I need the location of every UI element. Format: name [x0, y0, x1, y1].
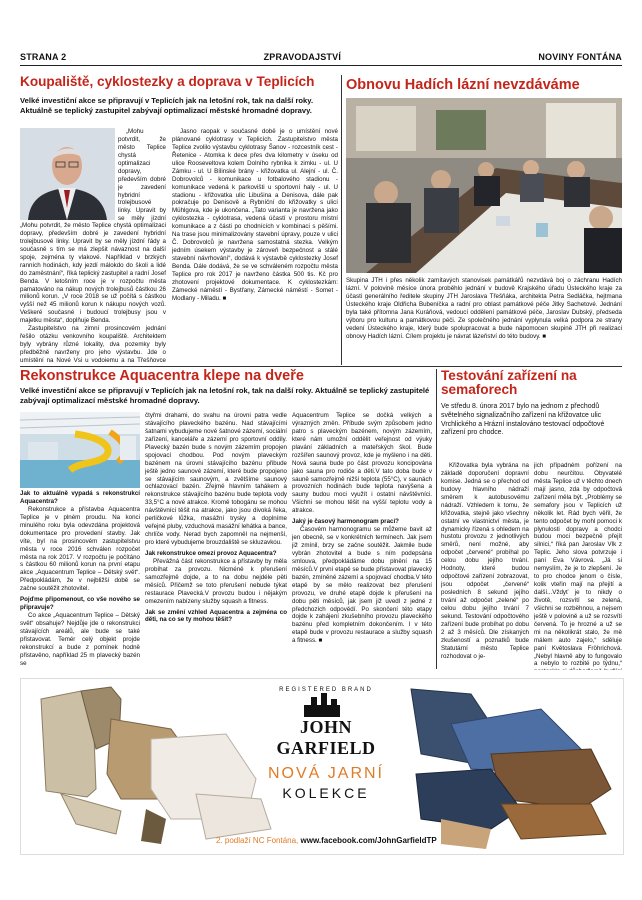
article-3-lead: Velké investiční akce se připravují v Teplicích jak na letošní rok, tak na další roky. Aktuálně se teplický zastupitelé zabývají optimalizací městské hromadné dopravy.	[20, 386, 430, 405]
article-3-col3	[292, 412, 432, 670]
page-header	[20, 50, 622, 64]
article-3-col2	[145, 412, 287, 670]
meeting-photo	[346, 98, 622, 273]
portrait-photo	[20, 128, 115, 220]
brand-block	[256, 687, 396, 801]
article-2-title: Obnovu Hadích lázní nevzdáváme	[346, 77, 580, 93]
article-4-para-1: Křižovatka byla vybrána na základě doporučení dopravní komise. Jedná se o přechod od budovy hlavního nádraží směrem k autobusovému nádraží. Vzhledem k tomu, že křižovatka, stejně jako všechny ostatní ve vlastnictví města, je dynamicky řízená s ohledem na hustotu provozu z jednotlivých směrů, není možné, aby odpočet „červené“ probíhal po celou dobu jejího trvání. Hodnoty, které budou odpočtové zařízení zobrazovat, jsou odpočet „červené“ posledních 8 sekund jejího trvání až odpočet „zelené“ po celou dobu jejího trvání 7 sekund. Testování odpočtového zařízení bude probíhat po dobu 2 až 3 měsíců. Dle získaných zkušeností a poznatků bude Statutární město Teplice rozhodovat o je-	[441, 462, 529, 660]
article-3-col1	[20, 490, 140, 670]
meeting-image	[346, 98, 622, 273]
article-4-lead: Ve středu 8. února 2017 bylo na jednom z přechodů světelného signalizačního zařízení na křižovatce ulic Vrchlického a Hrázní instalováno testovací odpočtové zařízení pro chodce.	[441, 403, 605, 437]
newspaper-name: NOVINY FONTÁNA	[538, 52, 622, 62]
article-1-para-2: Zastupitelstvo na zimní prosincovém jednání řešilo otázku venkovního koupaliště. Architektem byly vybrány různé lokality, dva pozemky byly předběžně navrženy pro jeho výstavbu. Jde o umístění na Nové Vsi u vodojemu a na Třešňovce	[20, 325, 166, 362]
section-divider	[20, 366, 622, 367]
article-4-para-2: jich případném pořízení na dobu neurčitou. Obyvatelé města Teplice už v těchto dnech mají jasno, zda by odpočtová zařízení měla být. „Problémy se semafory jsou v Teplicích už několik let. Rád bych věřil, že tento odpočet by mohl pomoci k plynulosti dopravy a chodci budou moci bezpečně přejít silnici,“ říká pan Jaroslav Vlk z Teplic. Jeho slova potvrzuje i paní Eva Vávrová. „Já si nemyslím, že je to zlepšení. Je to pro chodce jenom o čísle, kolik vteřin mají na přejití a další...Vždyť je to nikdy o životě, rozsvítí se zelená, všichni se rozběhnou, a nejsem ještě v polovině a už se rozsvítí červená. To je hrozné a už se mi na několikrát stalo, že mě málem auto zajelo,“ sděluje paní Květoslava Fröhrichová. „Nebyl hlavně aby to fungovalo a nebylo to rozbité po týdnu,“	[534, 462, 622, 668]
ad-url-link[interactable]: www.facebook.com/JohnGarfieldTP	[300, 836, 437, 845]
article-4-col2	[534, 462, 622, 670]
interview-answer-5: Aquacentrum Teplice se dočká velkých a výrazných změn. Příbude svým způsobem jedno patro s plaveckým bazénem, novým zázemím, které nám umožní oddělit veřejnost od výuky plavání základních a mateřských škol. Bude rozšířen saunový provoz, kde je myšleno i na děti. Nová sauna bude po část provozu koncipována jako sauna pro rodiče a děti.V tato doba bude v sauně samozřejmě nižší teplota (55°C), v saunách provozních hodinách bude teplota navýšena a sauny budou moci využít i ostatní návštěvníci. Všichni se mohou těšit na vyšší teplotu vody a atrakce.	[292, 412, 432, 515]
article-3-title: Rekonstrukce Aquacentra klepe na dveře	[20, 368, 304, 384]
portrait-image	[20, 128, 115, 220]
ad-location: 2. podlaží NC Fontána,	[216, 836, 299, 845]
interview-answer-1: Rekonstrukce a přístavba Aquacentra Teplice je v plném proudu. Na konci minulého roku byla odevzdána projektová dokumentace pro provedení stavby. Jak víte, byl na prosincovém zastupitelstvu města v roce 2016 schválen rozpočet města na rok 2017. V rozpočtu je počítáno s částkou 60 milionů korun na první etapu akce „Aquacentrum Teplice – Dětský svět“. Předpokládám, že v nejbližší době se začne soutěžit zhotovitel.	[20, 505, 140, 593]
column-divider-2	[436, 369, 437, 669]
ad-headline-line2: KOLEKCE	[282, 785, 370, 801]
interview-answer-3: čtyřmi drahami, do svahu na úrovni patra vedle stávajícího plaveckého bazénu. Nad stávajícími šatnami vybudujeme nové šatnové zázemí, sociální zařízení, kanceláře a zázemí pro sportovní oddíly. Plavecký bazén bude s novým zázemím propojen spojovací chodbou. Pod novým plaveckým bazénem na úrovni stávajícího bazénu přibude ještě jedno saunové zázemí, které bude propojeno se stávajícím saunovým, a zvětšíme saunový ochlazovací bazén. Zřejmě hlavním tahákem a rekonstrukce stávajícího bazénu bude teplota vody 33,5°C a nové atrakce. Kromě tobogánu se mohou návštěvníci těšit na atrakce, jako jsou divoká řeka, perličkové lůžka, masážní trysky a doplníme veřejné pluby, vzduchová masážní lehátka a bance, chrlíče vody. Nerad bych zapomněl na nejmenší, pro které vybudujeme brouzdaliště se skluzavkou.	[145, 412, 287, 546]
john-garfield-ad	[20, 678, 624, 855]
ad-headline-line1: NOVÁ JARNÍ	[267, 765, 384, 782]
interview-answer-6: Časovém harmonogramu se můžeme bavit až jen obecně, se v konkrétních termínech. Jak jsem již zmínil, brzy se začne soutěžit. Jakmile bude vybrán zhotovitel a bude s ním podepsána smlouva, předpokládáme dobu plnění na 15 měsíců.V první etapě se bude přistavovat plavecký bazén, zmíněné zázemí a spojovací chodba.V této etapě by se mělo realizovat bez přerušení provozu, ve druhé etapě dojde k přerušení na dobu pěti měsíců, jak jsem již uvedl z jedné z předchozích odpovědí. Po skončení této etapy dojde k zahájení zkušebního provozu plaveckého bazénu před kompletním dokončením. I v této etapě bude v provozu restaurace a služby squash a fitness. ■	[292, 526, 432, 645]
brand-logo-text: JOHN GARFIELD	[276, 717, 376, 758]
interview-question-3: Jak rekonstrukce omezí provoz Aquacentra?	[145, 549, 277, 557]
ad-address	[216, 836, 437, 845]
interview-answer-2: Co akce „Aquacentrum Teplice – Dětský svět“ obsahuje? Nejdůje jde o rekonstrukci stávajících areálů, ale bude se také přistavovat. Temér celý objekt projde rekonstrukcí a bude z pomínek hodně přistavěno, například 25 m plavecký bazén se	[20, 612, 140, 667]
article-4-title: Testování zařízení na semaforech	[441, 368, 577, 398]
interview-question-5: Jaký je časový harmonogram prací?	[292, 518, 399, 526]
registered-brand-text: REGISTERED BRAND	[279, 687, 373, 693]
header-rule	[20, 65, 622, 66]
article-4-col1	[441, 462, 529, 670]
interview-question-2: Pojďme připomenout, co vše nového se připravuje?	[20, 596, 140, 612]
article-1-para: „Mohu potvrdit, že město Teplice chystá optimalizaci dopravy, především dobré je zavedení hybridní trolejbusové linky. Upravit by se měly jízdní	[118, 128, 166, 222]
section-name: ZPRAVODAJSTVÍ	[263, 52, 342, 62]
column-divider	[341, 75, 342, 365]
article-1-lead: Velké investiční akce se připravují v Teplicích jak na letošní rok, tak na další roky. Aktuálně se teplický zastupitel zabývají optimalizací městské hromadné dopravy.	[20, 96, 314, 115]
article-1-col1-top	[118, 128, 166, 222]
aquacentrum-image	[20, 412, 140, 488]
article-1-para-1: „Mohu potvrdit, že město Teplice chystá optimalizaci dopravy, především dobré je zavedení hybridní trolejbusové linky. Upravit by se měly jízdní řády a současně s tím se má zlepšit návaznost na další spoje, zejména ty vlakové. Například v brzkých ranních hodinách, kdy jezdí málokdo do školi a lidé do zaměstnání“, říká teplický zastupitel a radní Josef Benda. V letošním roce je v rozpočtu města pamatováno na nákup nových trolejbusů částkou 26 milionů korun. „V roce 2018 se už počítá s částkou vyšší než 45 milionů korun k nákupu nových vozů. Veškeré současné i budoucí trolejbusy jsou v majetku města“, doplňuje Benda.	[20, 222, 166, 325]
article-1-title: Koupaliště, cyklostezky a doprava v Teplicích	[20, 74, 315, 89]
interview-question-1: Jak to aktuálně vypadá s rekonstrukcí Aquacentra?	[20, 490, 140, 505]
article-1-col1	[20, 222, 166, 362]
interview-question-4: Jak se změní vzhled Aquacentra a zejména co děti, na co se ty mohou těšit?	[145, 608, 287, 624]
interview-answer-4: Převážná část rekonstrukce a přístavby by měla probíhat za provozu. Nicméně k přerušení samozřejmě dojde, a to na dobu nejdéle pěti měsíců. Přičemž se toto přerušení nebude týkat restaurace Plavecká.V provozu budou i nějakým omezením nabízeny služby squash a fitness.	[145, 557, 287, 605]
aquacentrum-photo	[20, 412, 140, 488]
article-1-col2	[172, 128, 338, 362]
article-1-para-3: Jasno raopak v současné době je o umístění nové plánované cyklotrasy v Teplicích. Zastupitelstvo města Teplice zvolilo výstavbu cyklotrasy Šanov - rozcestník cest - Řetenice - Atomka k dece přes dva kilometry v úseku od ulice Rooseveltova kolem Dolního rybníka k zimku - ul. U Zámku - ul. U Bílinské brány - křižovatka ul. Alejní - ul. Č. Dobrovolců - komunikace u fotbalového stadionu - komunikace vedená k parkovišti u sportovní haly - ul. U stadionu - křižovatka ulic Libušina a Denisova, dále pak pokračuje po Denisově a Rybníční do křižovatky s ulicí Mühlgova, kde je ukončena. „Tato varianta je navržena jako cyklostezka - cyklotrasa, vedená účastí v prostoru místní komunikace a z části po chodnících v kombinaci s pěšími. Na trase jsou minimalizovány stavební úpravy, pouze v ulici Č. Dobrovolců je navržena samostatná stezka. Velkým jedním úsekem výstavby je zároveň bezpečnost a stálé stavební návrhování“, dodává k výstavbě cyklostezky Josef Benda. Dále dodává, že se ve schváleném rozpočtu města Teplice pro rok 2017 je navrženo částka 500 tis. Kč pro zhotovení projektové dokumentace. K cyklostezkám: Zámecké náměstí - Bystřany, Zámecké náměstí - Somet -Modlany - Miladu. ■	[172, 128, 338, 302]
article-2-caption: Skupina JTH i přes několik zamítavých stanovisek památkářů nezvdává boj o záchranu Hadích lázní. V polovině měsíce února proběhlo jednání v budově Krajského úřadu Ústeckého kraje za účasti generálního ředitele skupiny JTH Jaroslava Třešňáka, architekta Petra Sedláčka, hejtmana Ústeckého kraje Oldřicha Bubeníčka a radní pro oblast památkové péče Jitky Sachetové. Jednání byla také přítomna Jana Kuráňová, vedoucí oddělení památkové péče, Jaroslav Dubský, předseda výboru pro kulturu a památkovou péči. Ze společného jednání vyplynula velká podpora ze strany vedení Ústeckého kraje, který bude spolupracovat a bude nápomocen skupině JTH při realizaci obnovy Hadích lázní. Cílem projektu je návrat lázeňství do této budovy. ■	[346, 277, 622, 340]
page-number: STRANA 2	[20, 52, 67, 62]
